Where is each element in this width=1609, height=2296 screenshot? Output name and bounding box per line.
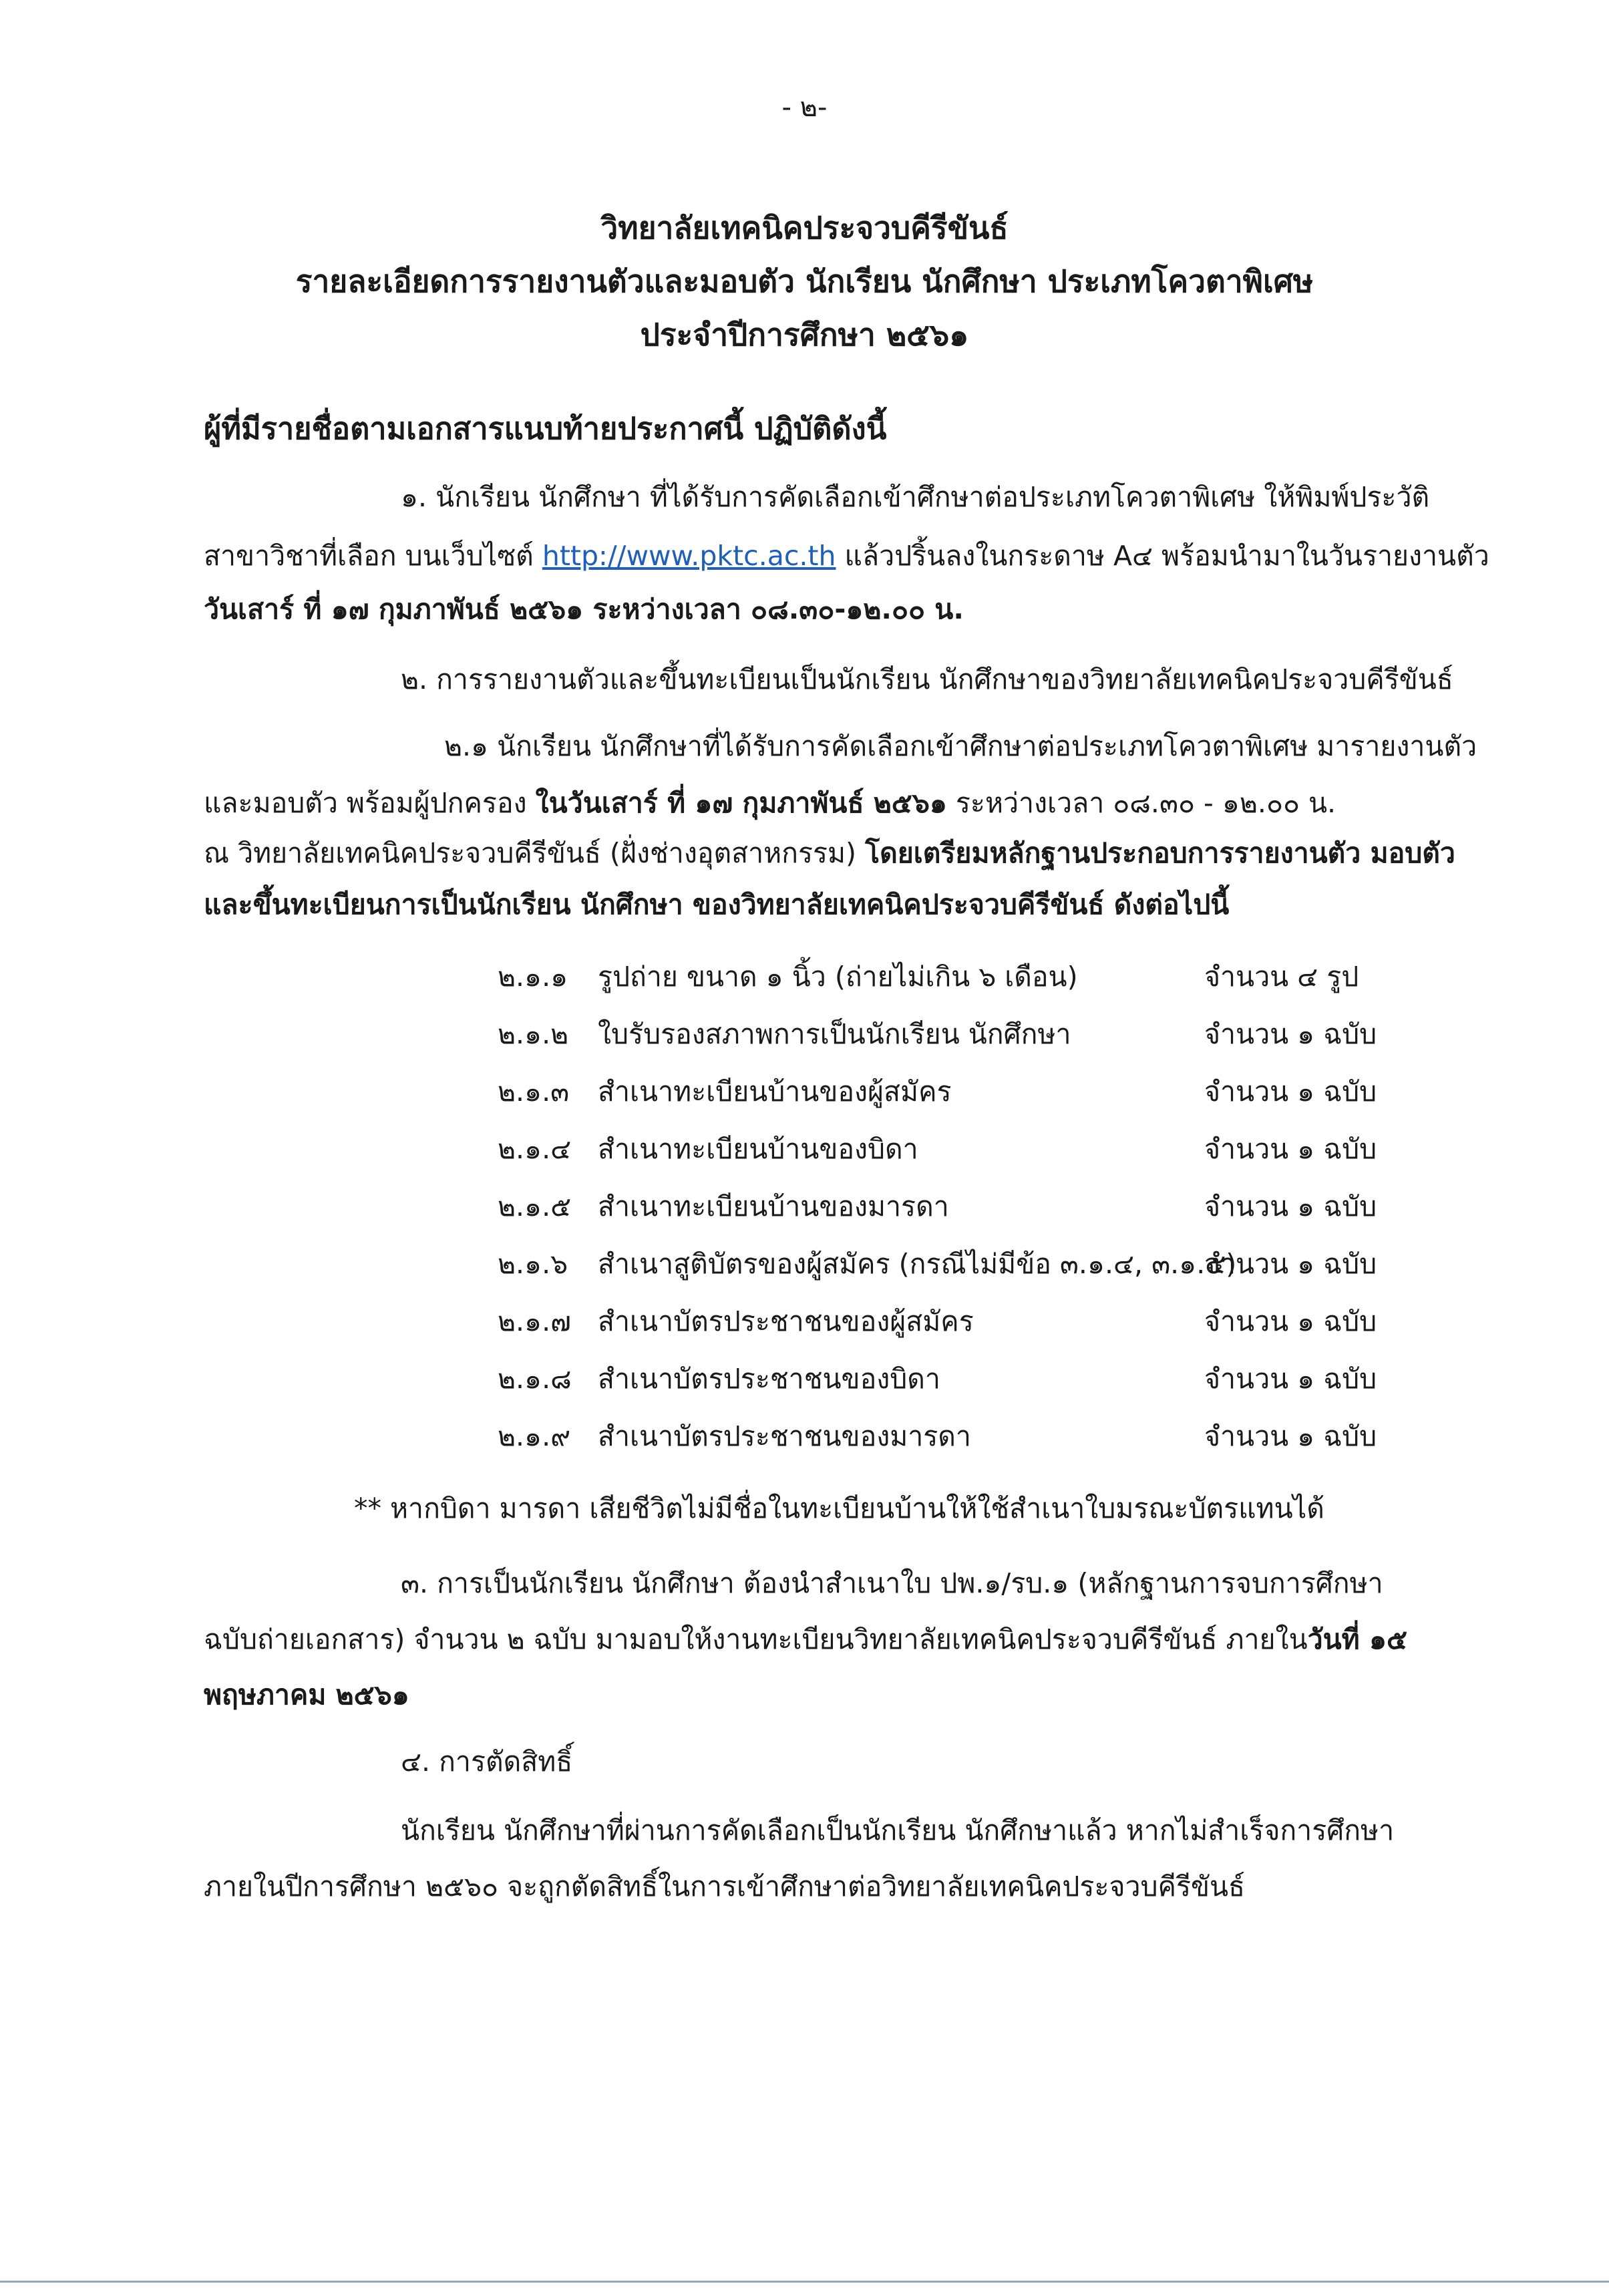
document-title: รายละเอียดการรายงานตัวและมอบตัว นักเรียน นักศึกษา ประเภทโควตาพิเศษ	[295, 263, 1314, 299]
item-count: จำนวน ๑ ฉบับ	[1204, 1363, 1377, 1395]
item-code: ๒.๑.๓	[498, 1076, 570, 1108]
item-code: ๒.๑.๖	[498, 1248, 568, 1280]
item-name: สำเนาบัตรประชาชนของผู้สมัคร	[598, 1305, 974, 1337]
item-code: ๒.๑.๕	[498, 1190, 572, 1222]
section3-deadline-month: พฤษภาคม ๒๕๖๑	[204, 1679, 409, 1711]
item-count: จำนวน ๑ ฉบับ	[1204, 1305, 1377, 1337]
website-link[interactable]: http://www.pktc.ac.th	[542, 540, 836, 572]
item-count: จำนวน ๑ ฉบับ	[1204, 1076, 1377, 1108]
section2-1-line2	[204, 782, 1336, 825]
section3-line2	[204, 1618, 1407, 1661]
section1-date: วันเสาร์ ที่ ๑๗ กุมภาพันธ์ ๒๕๖๑ ระหว่างเวลา ๐๘.๓๐-๑๒.๐๐ น.	[204, 593, 964, 625]
section1-line1: ๑. นักเรียน นักศึกษา ที่ได้รับการคัดเลือกเข้าศึกษาต่อประเภทโควตาพิเศษ ให้พิมพ์ประวัติ	[401, 481, 1430, 513]
section3-line2-start: ฉบับถ่ายเอกสาร) จำนวน ๒ ฉบับ มามอบให้งานทะเบียนวิทยาลัยเทคนิคประจวบคีรีขันธ์ ภายใน	[204, 1623, 1308, 1655]
item-count: จำนวน ๑ ฉบับ	[1204, 1018, 1377, 1050]
section2-1-line3	[204, 832, 1455, 875]
section2-1-prepare: โดยเตรียมหลักฐานประกอบการรายงานตัว มอบตัว	[865, 837, 1455, 869]
section2-1-line2-start: และมอบตัว พร้อมผู้ปกครอง	[204, 787, 536, 819]
section2-1-line1: ๒.๑ นักเรียน นักศึกษาที่ได้รับการคัดเลือกเข้าศึกษาต่อประเภทโควตาพิเศษ มารายงานตัว	[444, 730, 1477, 762]
section4-line2: ภายในปีการศึกษา ๒๕๖๐ จะถูกตัดสิทธิ์ในการเข้าศึกษาต่อวิทยาลัยเทคนิคประจวบคีรีขันธ์	[204, 1870, 1246, 1903]
section3-deadline-day: วันที่ ๑๕	[1307, 1623, 1407, 1655]
section3-line1: ๓. การเป็นนักเรียน นักศึกษา ต้องนำสำเนาใบ ปพ.๑/รบ.๑ (หลักฐานการจบการศึกษา	[401, 1567, 1383, 1599]
item-count: จำนวน ๑ ฉบับ	[1204, 1420, 1377, 1452]
section1-line2-end: แล้วปริ้นลงในกระดาษ A๔ พร้อมนำมาในวันรายงานตัว	[836, 540, 1489, 572]
section2-1-location: ณ วิทยาลัยเทคนิคประจวบคีรีขันธ์ (ฝั่งช่างอุตสาหกรรม)	[204, 837, 866, 869]
bottom-border	[0, 2281, 1609, 2283]
section1-line2	[204, 534, 1489, 578]
item-name: สำเนาทะเบียนบ้านของผู้สมัคร	[598, 1076, 952, 1108]
item-code: ๒.๑.๗	[498, 1305, 571, 1337]
section1-line2-start: สาขาวิชาที่เลือก บนเว็บไซต์	[204, 540, 542, 572]
section4-line1: นักเรียน นักศึกษาที่ผ่านการคัดเลือกเป็นนักเรียน นักศึกษาแล้ว หากไม่สำเร็จการศึกษา	[401, 1814, 1395, 1846]
intro-heading: ผู้ที่มีรายชื่อตามเอกสารแนบท้ายประกาศนี้ ปฏิบัติดังนี้	[204, 411, 887, 446]
item-code: ๒.๑.๙	[498, 1420, 571, 1452]
item-count: จำนวน ๑ ฉบับ	[1204, 1248, 1377, 1280]
item-count: จำนวน ๑ ฉบับ	[1204, 1133, 1377, 1165]
section2-1-time: ระหว่างเวลา ๐๘.๓๐ - ๑๒.๐๐ น.	[946, 787, 1336, 819]
section2-1-date: ในวันเสาร์ ที่ ๑๗ กุมภาพันธ์ ๒๕๖๑	[535, 787, 947, 819]
item-count: จำนวน ๔ รูป	[1204, 961, 1359, 993]
section2-1-line4: และขึ้นทะเบียนการเป็นนักเรียน นักศึกษา ของวิทยาลัยเทคนิคประจวบคีรีขันธ์ ดังต่อไปนี้	[204, 888, 1230, 921]
item-name: สำเนาสูติบัตรของผู้สมัคร (กรณีไม่มีข้อ ๓.๑.๔, ๓.๑.๕)	[598, 1248, 1237, 1280]
college-name: วิทยาลัยเทคนิคประจวบคีรีขันธ์	[600, 210, 1009, 246]
item-name: ใบรับรองสภาพการเป็นนักเรียน นักศึกษา	[598, 1018, 1071, 1050]
item-name: รูปถ่าย ขนาด ๑ นิ้ว (ถ่ายไม่เกิน ๖ เดือน)	[598, 961, 1078, 993]
academic-year: ประจำปีการศึกษา ๒๕๖๑	[640, 317, 969, 353]
item-code: ๒.๑.๔	[498, 1133, 572, 1165]
item-name: สำเนาบัตรประชาชนของมารดา	[598, 1420, 971, 1452]
item-code: ๒.๑.๘	[498, 1363, 572, 1395]
item-code: ๒.๑.๒	[498, 1018, 569, 1050]
item-name: สำเนาทะเบียนบ้านของมารดา	[598, 1190, 949, 1222]
section2-heading: ๒. การรายงานตัวและขึ้นทะเบียนเป็นนักเรียน นักศึกษาของวิทยาลัยเทคนิคประจวบคีรีขันธ์	[401, 663, 1453, 695]
item-code: ๒.๑.๑	[498, 961, 568, 993]
section4-heading: ๔. การตัดสิทธิ์	[401, 1746, 573, 1778]
item-name: สำเนาทะเบียนบ้านของบิดา	[598, 1133, 918, 1165]
item-name: สำเนาบัตรประชาชนของบิดา	[598, 1363, 940, 1395]
page-number: - ๒-	[781, 92, 828, 123]
item-count: จำนวน ๑ ฉบับ	[1204, 1190, 1377, 1222]
note: ** หากบิดา มารดา เสียชีวิตไม่มีชื่อในทะเบียนบ้านให้ใช้สำเนาใบมรณะบัตรแทนได้	[354, 1492, 1324, 1524]
